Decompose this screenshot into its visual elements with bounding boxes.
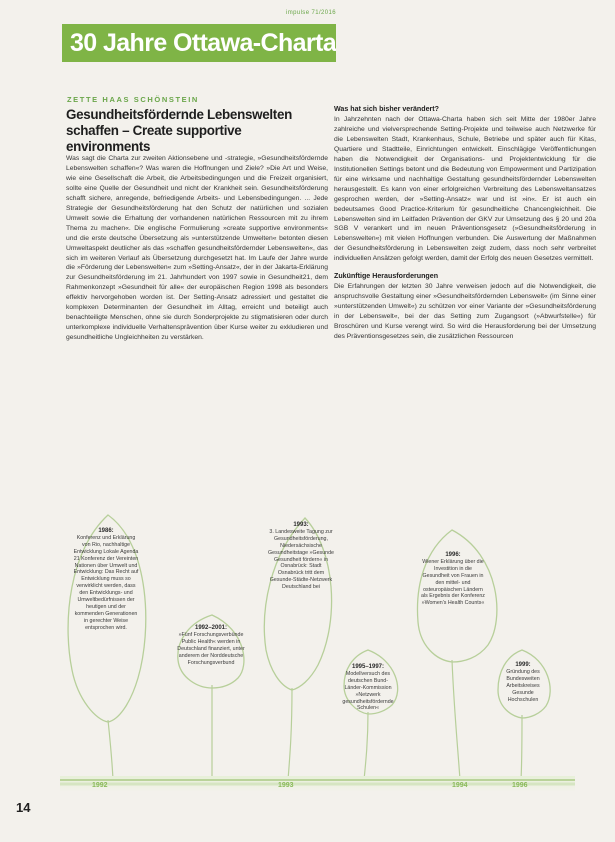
timeline-entry-text: Gründung des Bundesweiten Arbeitskreises Gesunde Hochschulen [506,668,540,703]
timeline-year-label: 1993 [278,782,294,789]
timeline-entry-year: 1992–2001: [194,625,228,631]
timeline-entry-year: 1996: [445,552,461,558]
body-paragraph: In Jahrzehnten nach der Ottawa-Charta haben sich seit Mitte der 1980er Jahre zahlreiche und vielversprechende Setting-Projekte und teilweise auch Netzwerke für die Lebenswelten Stadt, Krankenhaus, Schule, Betriebe und später auch für Kitas, Quartiere und Stadtteile, Einrichtungen entwickelt. Einschlägige Veröffentlichungen haben die Notwendigkeit der Organisations- und Projektentwicklung für die Institutionellen Settings betont und die Bedeutung von Empowerment und Partizipation für eine wirksame und nachhaltige Gestaltung gesundheitsfördernder Lebenswelten herausgestellt. Es kann von einer erfolgreichen Verbreitung des Lebensweltansatzes gesprochen werden, der »Setting-Ansatz« war und ist »in«. Er ist auch ein bedeutsames Good Practice-Kriterium für gesundheitliche Chancengleichheit. Die Lebenswelten sind im Leitfaden Prävention der GKV zur Umsetzung des § 20 und 20a SGB V verankert und im neuen Präventionsgesetz (»Gesundheitsförderung in Lebenswelten«) mit vielen Hoffnungen verbunden. Die Auswertung der Maßnahmen der Gesundheitsförderung in Lebenswelten zeigt zudem, dass noch sehr verbreitet individuellen Ansätzen gefolgt werden, damit der Erfolg des neuen Gesetzes vermittelt. [334,116,596,263]
section-heading: Was hat sich bisher verändert? [334,105,439,113]
leaf-stem [108,720,113,780]
left-column [66,154,328,343]
spacer [334,264,596,271]
timeline-entry-text: Modellversuch des deutschen Bund-Länder-Kommission »Netzwerk gesundheitsfördernde Schulen« [342,670,394,712]
timeline-entry [72,528,140,632]
timeline-entry-year: 1986: [98,528,114,534]
timeline-year-label: 1996 [512,782,528,789]
timeline-entry [176,625,246,666]
leaf-stem [452,660,460,780]
timeline-year-label: 1992 [92,782,108,789]
section-heading: Zukünftige Herausforderungen [334,272,439,281]
timeline-year-label: 1994 [452,782,468,789]
timeline-entry [268,522,334,591]
timeline-entry [420,552,486,607]
magazine-name: impulse 71/2016 [285,10,336,16]
timeline-entry [342,664,394,712]
timeline-entry-text: Wiener Erklärung über die Investition in die Gesundheit von Frauen in den mittel- und osteuropäischen Ländern als Ergebnis der Konferenz »Women's Health Counts« [421,558,485,607]
timeline-entry-year: 1995–1997: [351,664,385,670]
article-headline: Gesundheitsfördernde Lebenswelten schaffen – Create supportive environments [66,107,292,154]
timeline-entry-year: 1999: [515,662,531,668]
body-paragraph: Die Erfahrungen der letzten 30 Jahre verweisen jedoch auf die Notwendigkeit, die anspruchsvolle Gestaltung einer »Gesundheitsfördernden Lebenswelt« (im Sinne einer »unterstützenden Umwelt«) zu schützen vor einer Variante der »Gesundheitsförderung in der Lebenswelt«, bei der das Setting zum Zugangsort (»Abwurfstelle«) für Broschüren und Kurse verengt wird. So wird die Herausforderung bei der Umsetzung des Präventionsgesetzes sein, die zusätzlichen Ressourcen [334,283,596,341]
section-banner: 30 Jahre Ottawa-Charta [62,24,336,62]
author-kicker: ZETTE HAAS SCHÖNSTEIN [67,95,199,104]
timeline-entry-text: Konferenz und Erklärung von Rio, nachhaltige Entwicklung Lokale Agenda 21 Konferenz der Vereinten Nationen über Umwelt und Entwicklung: Das Recht auf Entwicklung muss so verwirklicht werden, dass den Entwicklungs- und Umweltbedürfnissen der heutigen und der kommenden Generationen in gerechter Weise entsprochen wird. [73,534,139,631]
timeline-entry-text: 3. Landesweite Tagung zur Gesundheitsförderung, Niedersächsische Gesundheitstage »Gesunde Gesundheit fördern« in Osnabrück: Stadt Osnabrück tritt dem Gesunde-Städte-Netzwerk Deutschland bei [268,528,334,591]
timeline-entry-text: »Fünf Forschungsverbünde Public Health« werden in Deutschland finanziert, unter anderem der Norddeutsche Forschungsverbund [177,631,245,666]
leaf-stem [364,712,368,780]
body-paragraph: Was sagt die Charta zur zweiten Aktionsebene und -strategie, »Gesundheitsfördernde Lebenswelten schaffen«? Was waren die Hoffnungen und Ziele? »Die Art und Weise, wie eine Gesellschaft die Arbeit, die Arbeitsbedingungen und die Freizeit organisiert, sollte eine Quelle der Gesundheit und nicht der Krankheit sein. Gesundheitsförderung schafft sichere, anregende, befriedigende Arbeits- und Lebensbedingungen. ... Jede Strategie der Gesundheitsförderung hat den Schutz der natürlichen und sozialen Umwelt sowie die Erhaltung der vorhandenen natürlichen Ressourcen mit zu ihrem Thema zu machen«. Die englische Formulierung »create supportive environments« und die erste deutsche Übersetzung als »unterstützende Umwelten« betonten diesen Umweltaspekt deutlicher als das »schaffen gesundheitsfördernder Lebenswelten«, das sich im weiteren Verlauf als Übersetzung durchgesetzt hat. Im Laufe der Jahre wurde die »Förderung der Lebenswelten« zum »Setting-Ansatz«, der in der Jakarta-Erklärung zur Gesundheitsförderung im 21. Jahrhundert von 1997 sowie in Gesundheit21, dem Rahmenkonzept »Gesundheit für alle« der europäischen Region 1998 als besonders effektiv hervorgehoben worden ist. Der Setting-Ansatz adressiert und gestaltet die komplexen Determinanten der Gesundheit im Alltag, erreicht und beteiligt auch benachteiligte Menschen, ohne sie durch Sonderprojekte zu stigmatisieren oder durch unterkomplexe individuelle Verhaltensprävention über Kurse weiter zu exkludieren und gesundheitliche Ungleichheiten zu verstärken. [66,155,328,342]
leaf-stem [288,688,292,780]
timeline-entry [500,662,546,703]
page-number: 14 [16,800,31,815]
timeline-entry-year: 1993: [293,522,309,528]
right-column [334,104,596,342]
leaf-stem [521,715,522,780]
